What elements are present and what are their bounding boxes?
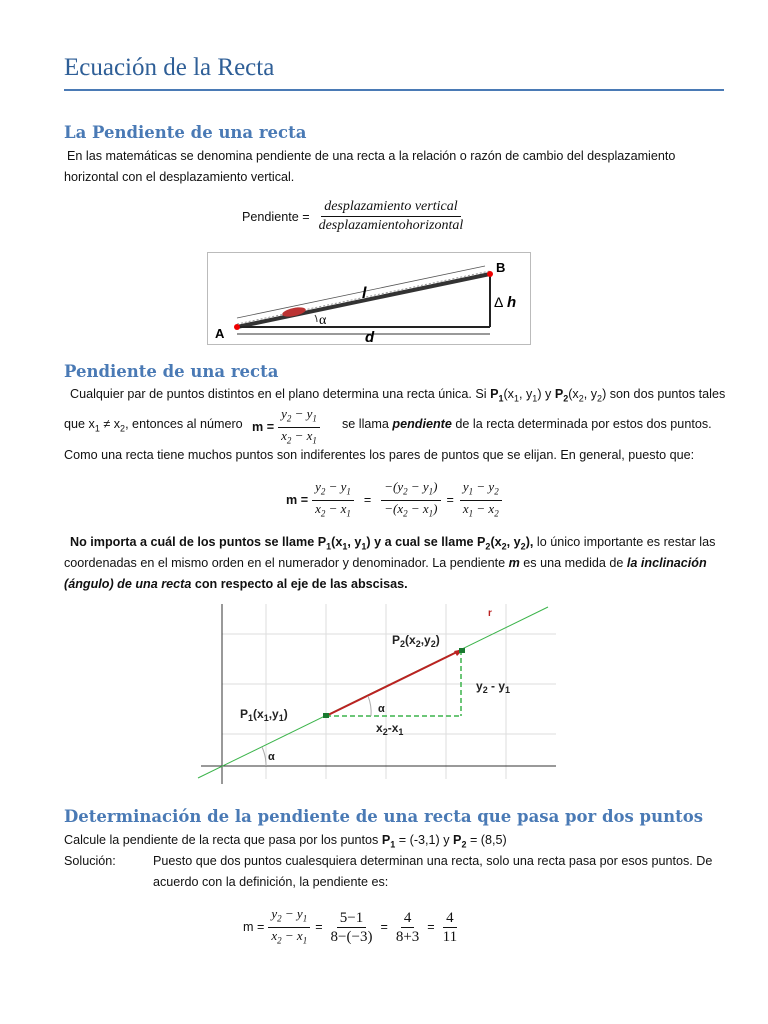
label-r: r (488, 608, 492, 619)
m-label: m = (252, 420, 275, 435)
paragraph-line: coordenadas en el mismo orden en el numerador y denominador. La pendiente m es una medida de la inclinación (64, 556, 707, 570)
label-h: h (507, 294, 517, 311)
ramp-diagram (207, 252, 531, 345)
fraction: $\frac{y_1 - y_2}{x_1 - x_2}$ (460, 479, 502, 521)
paragraph-line: que $x_1 \ne x_2$, entonces al número (64, 417, 243, 434)
section-heading-determinacion: Determinación de la pendiente de una recta que pasa por dos puntos (64, 807, 704, 826)
title-rule (64, 89, 724, 91)
label-p1: $P_1(x_1,y_1)$ (240, 707, 288, 723)
fraction: $\frac{4}{11}$ (442, 909, 458, 945)
fraction-numerator: desplazamiento vertical (321, 198, 460, 217)
paragraph-line: Como una recta tiene muchos puntos son indiferentes los pares de puntos que se elijan. En general, puesto que: (64, 448, 695, 462)
alpha-arc-upper (368, 696, 371, 716)
paragraph-line: Puesto que dos puntos cualesquiera determinan una recta, solo una recta pasa por esos puntos. De (153, 854, 713, 868)
paragraph-line: Cualquier par de puntos distintos en el plano determina una recta única. Si $P_1(x_1$, $y_1$) y $P_2(x_2$, $y_2$) son dos puntos tales (70, 387, 726, 404)
fraction: $\frac{5-1}{8-(-3)}$ (330, 909, 373, 945)
paragraph-line: En las matemáticas se denomina pendiente de una recta a la relación o razón de cambio del desplazamiento (67, 149, 676, 163)
fraction: $\frac{y_2 - y_1}{x_2 - x_1}$ (278, 406, 320, 448)
label-delta: Δ (494, 294, 504, 310)
fraction: $\frac{y_2 - y_1}{x_2 - x_1}$ (268, 906, 310, 948)
section-heading-pendiente-recta: Pendiente de una recta (64, 362, 279, 381)
paragraph-line: Calcule la pendiente de la recta que pasa por los puntos $P_1 = (-3,1)$ y $P_2 = (8,5)$ (64, 833, 507, 850)
fraction (316, 198, 467, 235)
label-l: l (362, 285, 367, 302)
section-heading-pendiente: La Pendiente de una recta (64, 123, 307, 142)
paragraph-line: se llama pendiente de la recta determinada por estos dos puntos. (342, 417, 712, 431)
paragraph-line: (ángulo) de una recta con respecto al eje de las abscisas. (64, 577, 408, 591)
fraction: $\frac{4}{8+3}$ (395, 909, 420, 945)
slope-graph (196, 604, 556, 794)
fraction: $\frac{-(y_2 - y_1)}{-(x_2 - x_1)}$ (381, 479, 440, 521)
label-a: A (215, 326, 225, 341)
label-alpha-upper: α (378, 703, 385, 715)
point-a (234, 324, 240, 330)
paragraph-line: horizontal con el desplazamiento vertical. (64, 170, 295, 184)
slope-calculation: m = $\frac{y_2 - y_1}{x_2 - x_1}$ = $\frac{5-1}{8-(-3)}$ = $\frac{4}{8+3}$ = $\frac{4}{11}$ (243, 906, 460, 948)
point-p2 (459, 648, 465, 653)
formula-label: Pendiente = (242, 209, 310, 224)
label-b: B (496, 260, 506, 275)
solution-label: Solución: (64, 854, 116, 868)
segment-p1p2 (326, 650, 461, 716)
paragraph-line: No importa a cuál de los puntos se llame $P_1(x_1$, $y_1$) y a cual se llame $P_2(x_2$, $y_2$), lo único importante es restar las (70, 535, 716, 552)
point-b (487, 271, 493, 277)
paragraph-line: acuerdo con la definición, la pendiente es: (153, 875, 389, 889)
fraction: $\frac{y_2 - y_1}{x_2 - x_1}$ (312, 479, 354, 521)
slope-definition (252, 406, 320, 448)
label-dx: $x_2-x_1$ (376, 721, 404, 737)
label-alpha: α (319, 313, 327, 328)
alpha-arc-lower (262, 747, 266, 766)
page-title: Ecuación de la Recta (64, 54, 275, 81)
label-p2: $P_2(x_2,y_2)$ (392, 633, 440, 649)
fraction-denominator: desplazamientohorizontal (318, 218, 464, 233)
label-alpha-lower: α (268, 751, 275, 763)
label-d: d (365, 329, 375, 345)
pendiente-formula (242, 198, 466, 235)
point-p1 (323, 713, 329, 718)
slope-equivalence: m = $\frac{y_2 - y_1}{x_2 - x_1}$ = $\frac{-(y_2 - y_1)}{-(x_2 - x_1)}$ = $\frac{y_1 - y_2}{x_1 - x_2}$ (286, 479, 502, 521)
label-dy: $y_2 - y_1$ (476, 679, 511, 695)
